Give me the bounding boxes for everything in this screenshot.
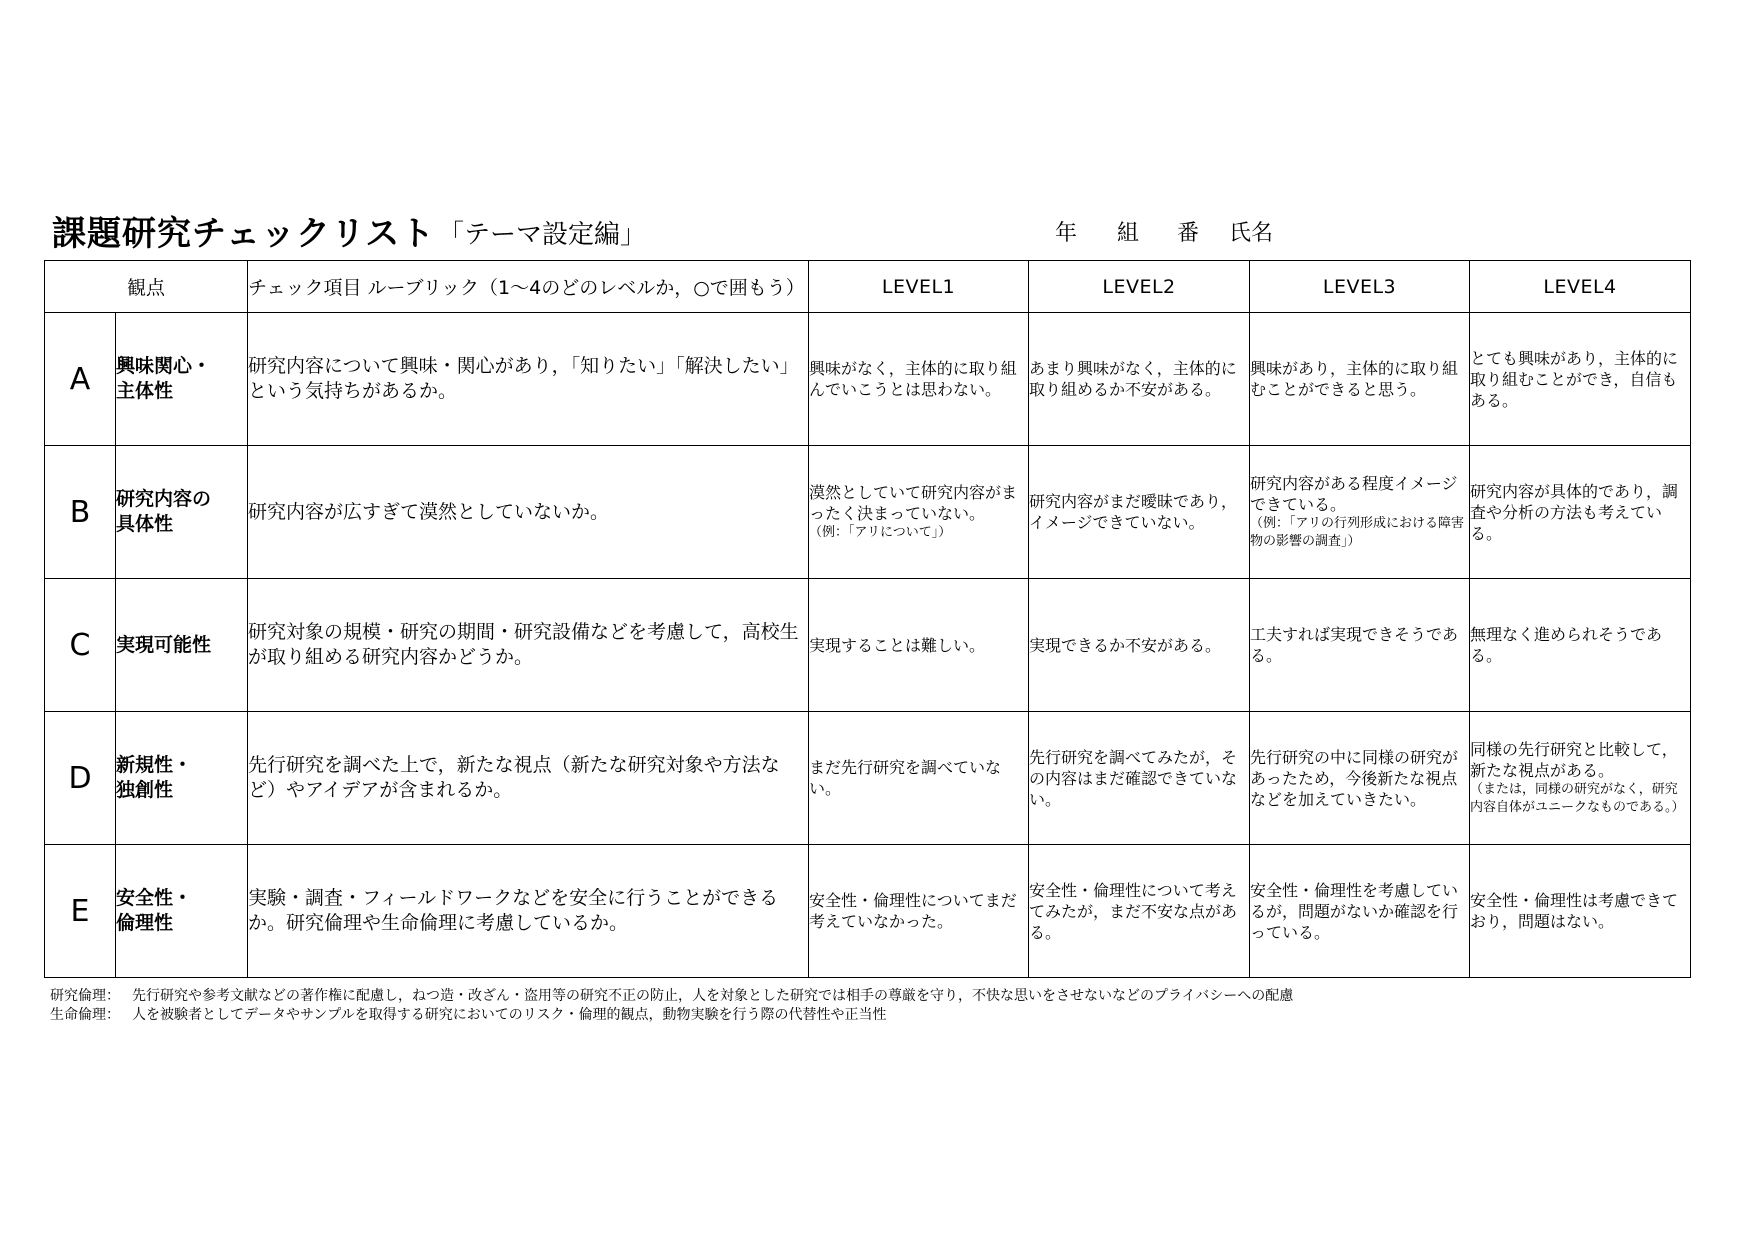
- level2-cell[interactable]: 研究内容がまだ曖昧であり，イメージできていない。: [1029, 446, 1250, 579]
- row-category: 興味関心・ 主体性: [116, 313, 248, 446]
- level4-cell[interactable]: 研究内容が具体的であり，調査や分析の方法も考えている。: [1470, 446, 1691, 579]
- row-letter: A: [45, 313, 116, 446]
- row-letter: D: [45, 712, 116, 845]
- level4-text: 同様の先行研究と比較して，新たな視点がある。: [1470, 740, 1678, 780]
- table-row: [45, 845, 1691, 978]
- row-category: 研究内容の 具体性: [116, 446, 248, 579]
- row-category: 新規性・ 独創性: [116, 712, 248, 845]
- page-title: 課題研究チェックリスト: [52, 214, 436, 254]
- row-category: 実現可能性: [116, 579, 248, 712]
- row-question: 実験・調査・フィールドワークなどを安全に行うことができるか。研究倫理や生命倫理に考慮しているか。: [248, 845, 809, 978]
- note-bioethics: [50, 1006, 1293, 1025]
- header-check-item: チェック項目 ルーブリック（1～4のどのレベルか，○で囲もう）: [248, 261, 809, 313]
- level4-example: （または，同様の研究がなく，研究内容自体がユニークなものである。）: [1470, 782, 1685, 815]
- class-label: 組: [1117, 221, 1140, 246]
- row-question: 先行研究を調べた上で，新たな視点（新たな研究対象や方法など）やアイデアが含まれるか。: [248, 712, 809, 845]
- row-category: 安全性・ 倫理性: [116, 845, 248, 978]
- level1-cell[interactable]: [809, 446, 1029, 579]
- level2-cell[interactable]: 先行研究を調べてみたが，その内容はまだ確認できていない。: [1029, 712, 1250, 845]
- level1-cell[interactable]: 実現することは難しい。: [809, 579, 1029, 712]
- level3-cell[interactable]: [1250, 446, 1470, 579]
- header-level1: LEVEL1: [809, 261, 1029, 313]
- note-label: 研究倫理：: [50, 988, 120, 1004]
- level1-cell[interactable]: 安全性・倫理性についてまだ考えていなかった。: [809, 845, 1029, 978]
- level4-cell[interactable]: [1470, 712, 1691, 845]
- rubric-table: [44, 260, 1691, 978]
- level2-cell[interactable]: あまり興味がなく，主体的に取り組めるか不安がある。: [1029, 313, 1250, 446]
- header-level3: LEVEL3: [1250, 261, 1470, 313]
- row-letter: E: [45, 845, 116, 978]
- header-viewpoint: 観点: [45, 261, 248, 313]
- level3-cell[interactable]: 安全性・倫理性を考慮しているが，問題がないか確認を行っている。: [1250, 845, 1470, 978]
- header-level4: LEVEL4: [1470, 261, 1691, 313]
- level1-cell[interactable]: 興味がなく，主体的に取り組んでいこうとは思わない。: [809, 313, 1029, 446]
- row-question: 研究対象の規模・研究の期間・研究設備などを考慮して，高校生が取り組める研究内容かどうか。: [248, 579, 809, 712]
- row-question: 研究内容が広すぎて漠然としていないか。: [248, 446, 809, 579]
- header-level2: LEVEL2: [1029, 261, 1250, 313]
- page-subtitle: 「テーマ設定編」: [438, 220, 647, 250]
- table-row: [45, 313, 1691, 446]
- row-question: 研究内容について興味・関心があり，「知りたい」「解決したい」という気持ちがあるか。: [248, 313, 809, 446]
- row-letter: B: [45, 446, 116, 579]
- level2-cell[interactable]: 実現できるか不安がある。: [1029, 579, 1250, 712]
- level4-cell[interactable]: とても興味があり，主体的に取り組むことができ，自信もある。: [1470, 313, 1691, 446]
- year-label: 年: [1055, 221, 1078, 246]
- table-header-row: [45, 261, 1691, 313]
- name-label: 氏名: [1229, 221, 1274, 246]
- table-row: [45, 446, 1691, 579]
- level3-cell[interactable]: 工夫すれば実現できそうである。: [1250, 579, 1470, 712]
- level1-text: 漠然としていて研究内容がまったく決まっていない。: [809, 483, 1018, 523]
- note-text: 先行研究や参考文献などの著作権に配慮し，ねつ造・改ざん・盗用等の研究不正の防止，人を対象とした研究では相手の尊厳を守り，不快な思いをさせないなどのプライバシーへの配慮: [132, 988, 1294, 1004]
- level2-cell[interactable]: 安全性・倫理性について考えてみたが，まだ不安な点がある。: [1029, 845, 1250, 978]
- level3-cell[interactable]: 先行研究の中に同様の研究があったため，今後新たな視点などを加えていきたい。: [1250, 712, 1470, 845]
- number-label: 番: [1177, 221, 1200, 246]
- student-info: [1055, 216, 1273, 247]
- note-label: 生命倫理：: [50, 1007, 120, 1023]
- level1-example: （例：「アリについて」）: [809, 525, 952, 540]
- footnotes: [50, 987, 1293, 1025]
- note-research-ethics: [50, 987, 1293, 1006]
- table-row: [45, 712, 1691, 845]
- level3-text: 研究内容がある程度イメージできている。: [1250, 474, 1458, 514]
- level3-cell[interactable]: 興味があり，主体的に取り組むことができると思う。: [1250, 313, 1470, 446]
- level3-example: （例：「アリの行列形成における障害物の影響の調査」）: [1250, 516, 1464, 549]
- note-text: 人を被験者としてデータやサンプルを取得する研究においてのリスク・倫理的観点，動物実験を行う際の代替性や正当性: [132, 1007, 887, 1023]
- row-letter: C: [45, 579, 116, 712]
- level4-cell[interactable]: 無理なく進められそうである。: [1470, 579, 1691, 712]
- level4-cell[interactable]: 安全性・倫理性は考慮できており，問題はない。: [1470, 845, 1691, 978]
- table-row: [45, 579, 1691, 712]
- level1-cell[interactable]: まだ先行研究を調べていない。: [809, 712, 1029, 845]
